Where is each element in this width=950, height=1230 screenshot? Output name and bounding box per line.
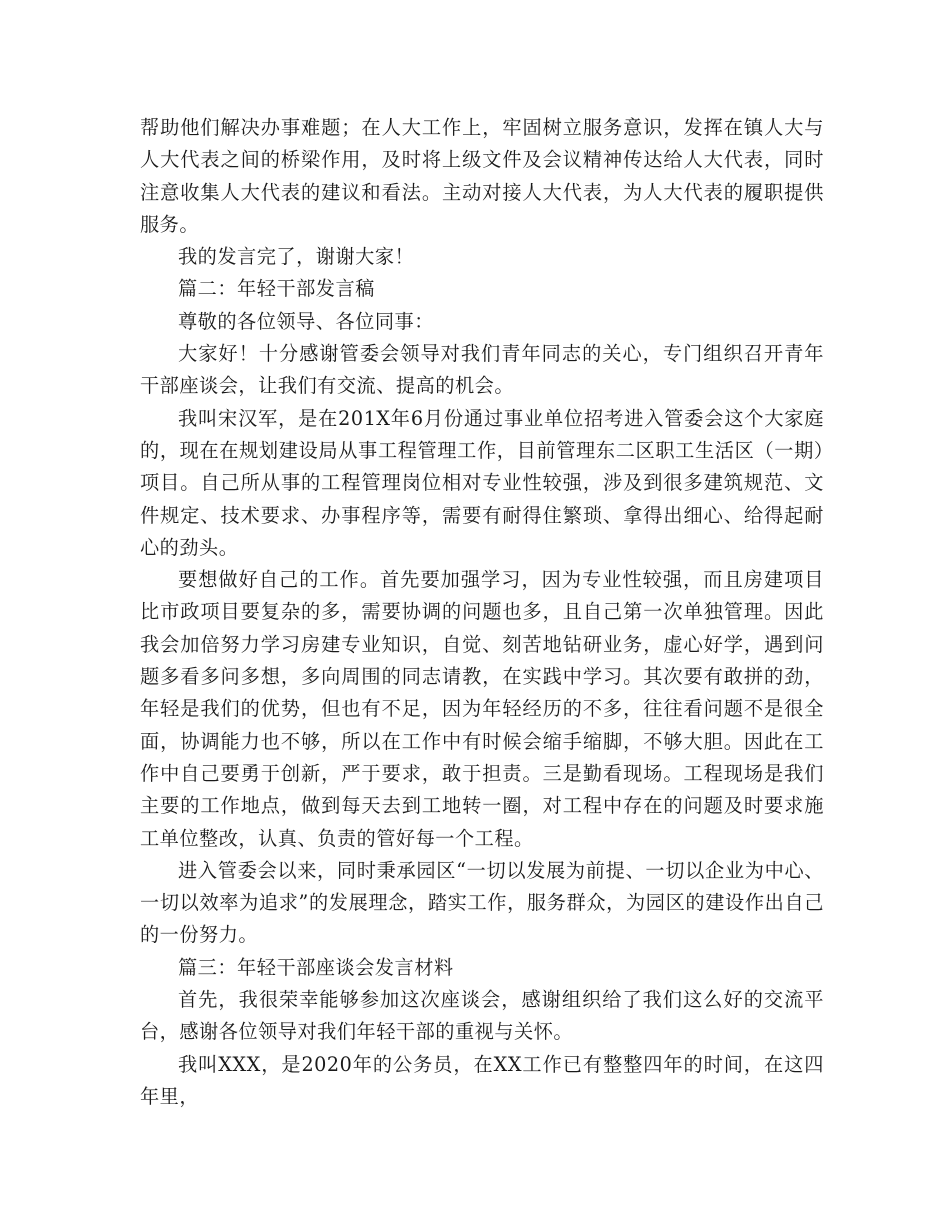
section-heading-part-two: 篇二：年轻干部发言稿: [178, 277, 375, 301]
paragraph-work-plan: 要想做好自己的工作。首先要加强学习，因为专业性较强，而且房建项目比市政项目要复杂的多，需要协调的问题也多，且自己第一次单独管理。因此我会加倍努力学习房建专业知识，自觉、刻苦地钻研业务，虚心好学，遇到问题多看多问多想，多向周围的同志请教，在实践中学习。其次要有敢拼的劲，年轻是我们的优势，但也有不足，因为年轻经历的不多，往往看问题不是很全面，协调能力也不够，所以在工作中有时候会缩手缩脚，不够大胆。因此在工作中自己要勇于创新，严于要求，敢于担责。三是勤看现场。工程现场是我们主要的工作地点，做到每天去到工地转一圈，对工程中存在的问题及时要求施工单位整改，认真、负责的管好每一个工程。: [140, 568, 824, 850]
section-heading-part-three: 篇三：年轻干部座谈会发言材料: [178, 955, 454, 979]
paragraph-greeting: 大家好！十分感谢管委会领导对我们青年同志的关心，专门组织召开青年干部座谈会，让我们有交流、提高的机会。: [140, 342, 824, 398]
paragraph-thanks: 首先，我很荣幸能够参加这次座谈会，感谢组织给了我们这么好的交流平台，感谢各位领导对我们年轻干部的重视与关怀。: [140, 988, 824, 1044]
paragraph-closing-remark: 我的发言完了，谢谢大家！: [178, 245, 415, 269]
paragraph-introduction-xxx: 我叫XXX，是2020年的公务员，在XX工作已有整整四年的时间，在这四年里，: [140, 1052, 824, 1108]
paragraph-self-introduction: 我叫宋汉军，是在201X年6月份通过事业单位招考进入管委会这个大家庭的，现在在规划建设局从事工程管理工作，目前管理东二区职工生活区（一期）项目。自己所从事的工程管理岗位相对专业性较强，涉及到很多建筑规范、文件规定、技术要求、办事程序等，需要有耐得住繁琐、拿得出细心、给得起耐心的劲头。: [140, 406, 824, 559]
paragraph-continuation: 帮助他们解决办事难题；在人大工作上，牢固树立服务意识，发挥在镇人大与人大代表之间的桥梁作用，及时将上级文件及会议精神传达给人大代表，同时注意收集人大代表的建议和看法。主动对接人大代表，为人大代表的履职提供服务。: [140, 116, 824, 236]
document-body: [140, 112, 824, 1113]
paragraph-salutation: 尊敬的各位领导、各位同事：: [178, 309, 434, 333]
paragraph-development-concept: 进入管委会以来，同时秉承园区“一切以发展为前提、一切以企业为中心、一切以效率为追求”的发展理念，踏实工作，服务群众，为园区的建设作出自己的一份努力。: [140, 858, 824, 947]
